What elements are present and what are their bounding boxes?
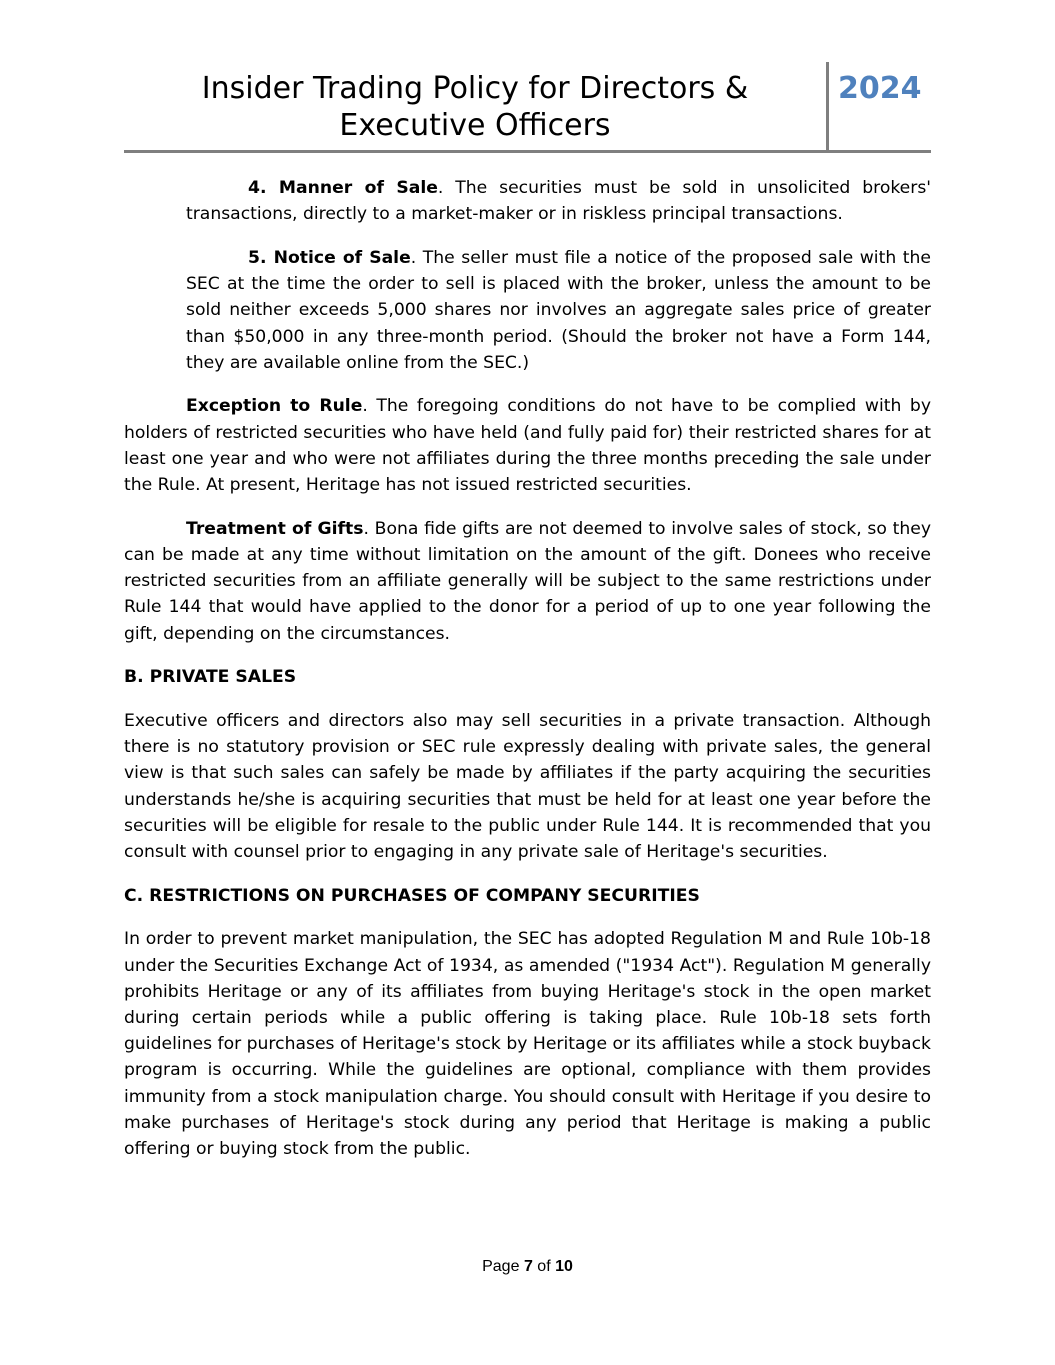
- restrictions-heading: C. RESTRICTIONS ON PURCHASES OF COMPANY SECURITIES: [124, 885, 700, 906]
- treatment-of-gifts-paragraph: [124, 516, 931, 647]
- treatment-of-gifts-text: . Bona fide gifts are not deemed to involve sales of stock, so they can be made at any time without limitation on the amount of the gift. Donees who receive restricted securities from an affiliate generally will be subject to the same restrictions under Rule 144 that would have applied to the donor for a period of up to one year following the gift, depending on the circumstances.: [124, 518, 931, 644]
- private-sales-heading: B. PRIVATE SALES: [124, 667, 297, 688]
- of-label: of: [537, 1258, 551, 1275]
- exception-to-rule-lead: Exception to Rule: [186, 396, 363, 417]
- document-title: Insider Trading Policy for Directors & Executive Officers: [201, 71, 749, 143]
- header-divider: [826, 62, 829, 150]
- page-header: [124, 62, 931, 153]
- manner-of-sale-paragraph: [186, 175, 931, 227]
- page-total: 10: [555, 1258, 573, 1275]
- private-sales-paragraph: Executive officers and directors also may sell securities in a private transaction. Although there is no statutory provision or SEC rule expressly dealing with private sales, the general view is that such sales can safely be made by affiliates if the party acquiring the securities understands he/she is acquiring securities that must be held for at least one year before the securities will be eligible for resale to the public under Rule 144. It is recommended that you consult with counsel prior to engaging in any private sale of Heritage's securities.: [124, 710, 931, 862]
- manner-of-sale-text: . The securities must be sold in unsolicited brokers' transactions, directly to a market-maker or in riskless principal transactions.: [186, 178, 931, 225]
- treatment-of-gifts-lead: Treatment of Gifts: [186, 518, 364, 539]
- page-footer: [0, 1258, 1055, 1276]
- manner-of-sale-lead: 4. Manner of Sale: [248, 178, 438, 198]
- notice-of-sale-text: . The seller must file a notice of the proposed sale with the SEC at the time the order to sell is placed with the broker, unless the amount to be sold neither exceeds 5,000 shares nor involves an aggregate sales price of greater than $50,000 in any three-month period. (Should the broker not have a Form 144, they are available online from the SEC.): [186, 247, 931, 373]
- document-year: 2024: [838, 71, 922, 106]
- page-number: 7: [523, 1258, 533, 1275]
- exception-to-rule-paragraph: [124, 393, 931, 498]
- restrictions-paragraph: In order to prevent market manipulation, the SEC has adopted Regulation M and Rule 10b-18 under the Securities Exchange Act of 1934, as amended ("1934 Act"). Regulation M generally prohibits Heritage or any of its affiliates from buying Heritage's stock in the open market during certain periods while a public offering is taking place. Rule 10b-18 sets forth guidelines for purchases of Heritage's stock by Heritage or its affiliates while a stock buyback program is occurring. While the guidelines are optional, compliance with them provides immunity from a stock manipulation charge. You should consult with Heritage if you desire to make purchases of Heritage's stock during any period that Heritage is making a public offering or buying stock from the public.: [124, 929, 931, 1159]
- document-body: [124, 175, 931, 1180]
- page-label: Page: [482, 1258, 520, 1275]
- notice-of-sale-paragraph: [186, 245, 931, 376]
- notice-of-sale-lead: 5. Notice of Sale: [248, 247, 411, 268]
- exception-to-rule-text: . The foregoing conditions do not have to be complied with by holders of restricted securities who have held (and fully paid for) their restricted shares for at least one year and who were not affiliates during the three months preceding the sale under the Rule. At present, Heritage has not issued restricted securities.: [124, 396, 932, 496]
